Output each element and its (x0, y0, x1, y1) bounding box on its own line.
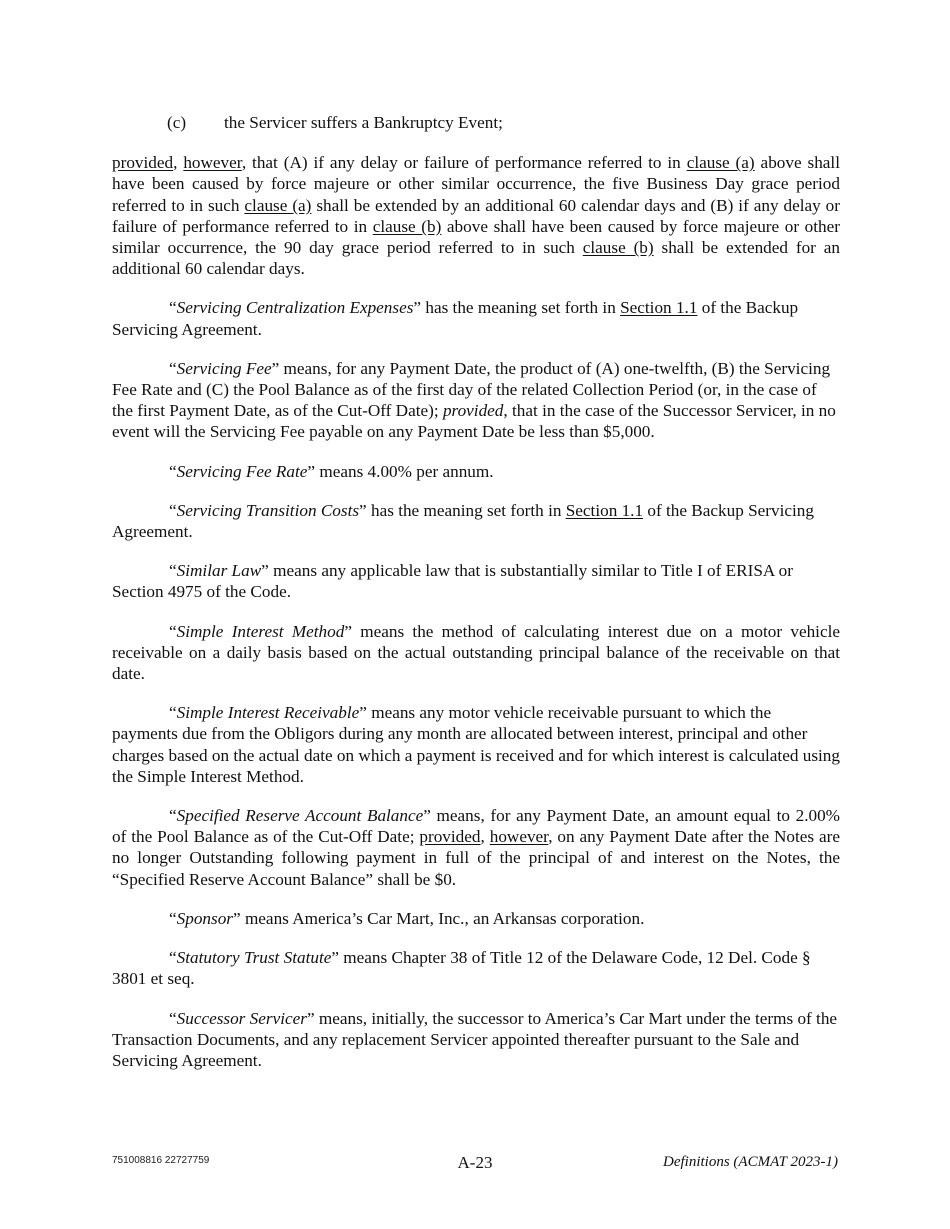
close-quote: ” (261, 561, 269, 581)
defined-term: Simple Interest Method (176, 621, 345, 641)
open-quote: “ (169, 703, 177, 723)
definition-text: , that in the case of the Successor Servicer, in no event will the Servicing Fee payable on any Payment Date be less than $5,000. (112, 401, 836, 442)
open-quote: “ (169, 1008, 177, 1028)
definition-servicing-centralization-expenses (112, 297, 840, 339)
proviso-comma: , (173, 153, 184, 173)
defined-term: Specified Reserve Account Balance (176, 806, 424, 826)
footer-document-title: Definitions (ACMAT 2023-1) (663, 1154, 838, 1170)
clause-a-ref: clause (a) (686, 153, 755, 173)
open-quote: “ (169, 461, 177, 481)
definition-successor-servicer (112, 1008, 840, 1072)
close-quote: ” (233, 908, 241, 928)
clause-a-ref: clause (a) (244, 195, 312, 215)
definition-servicing-fee-rate (112, 461, 840, 482)
clause-b-ref: clause (b) (372, 216, 442, 236)
definition-specified-reserve-account-balance (112, 805, 840, 890)
open-quote: “ (169, 500, 177, 520)
defined-term: Servicing Centralization Expenses (176, 298, 414, 318)
defined-term: Successor Servicer (176, 1008, 307, 1028)
definition-text: has the meaning set forth in (421, 298, 621, 318)
close-quote: ” (331, 948, 339, 968)
definition-sponsor (112, 908, 840, 929)
definition-servicing-transition-costs (112, 500, 840, 542)
definition-text: has the meaning set forth in (366, 500, 566, 520)
close-quote: ” (359, 500, 367, 520)
definition-text: means any motor vehicle receivable pursuant to which the payments due from the Obligors during any month are allocated between interest, principal and other charges based on the actual date on which a payment is received and for which interest is calculated using the Simple Interest Method. (112, 703, 840, 786)
definition-text: means Chapter 38 of Title 12 of the Delaware Code, 12 Del. Code § 3801 et seq. (112, 948, 811, 989)
close-quote: ” (307, 461, 316, 481)
definition-servicing-fee (112, 358, 840, 443)
close-quote: ” (423, 806, 431, 826)
proviso-text-1: , that (A) if any delay or failure of performance referred to in (241, 153, 687, 173)
definition-text: means the method of calculating interest due on a motor vehicle receivable on a daily basis based on the actual outstanding principal balance of the receivable on that date. (112, 621, 840, 684)
defined-term: Servicing Fee Rate (176, 461, 308, 481)
provided-underlined: provided (112, 153, 174, 173)
clause-c-text: the Servicer suffers a Bankruptcy Event; (224, 113, 503, 132)
defined-term: Statutory Trust Statute (176, 948, 332, 968)
definition-similar-law (112, 560, 840, 602)
defined-term: Servicing Fee (176, 358, 272, 378)
definition-text: , on any Payment Date after the Notes are no longer Outstanding following payment in full of the principal of and interest on the Notes, the “Specified Reserve Account Balance” shall be $0. (112, 827, 840, 889)
close-quote: ” (344, 621, 352, 641)
open-quote: “ (169, 948, 177, 968)
close-quote: ” (359, 703, 367, 723)
proviso-paragraph (112, 152, 840, 279)
definition-simple-interest-method (112, 621, 840, 685)
definition-text: means, for any Payment Date, an amount equal to 2.00% of the Pool Balance as of the Cut-Off Date; (112, 806, 841, 847)
definition-text: of the Backup Servicing Agreement. (112, 500, 814, 542)
defined-term: Simple Interest Receivable (176, 703, 360, 723)
proviso-text-3: shall be extended by an additional 60 calendar days and (B) if any delay or failure of performance referred to in (112, 195, 840, 236)
footer-document-id: 751008816 22727759 (112, 1155, 210, 1166)
definition-text: means 4.00% per annum. (315, 461, 494, 481)
section-reference: Section 1.1 (565, 500, 644, 520)
open-quote: “ (169, 298, 177, 318)
definition-text: , (480, 827, 490, 847)
provided-underlined: provided (419, 827, 481, 847)
clause-c (167, 112, 840, 133)
open-quote: “ (169, 806, 177, 826)
footer-page-number: A-23 (457, 1153, 493, 1172)
open-quote: “ (169, 621, 177, 641)
definition-text: means, initially, the successor to America’s Car Mart under the terms of the Transaction Documents, and any replacement Servicer appointed thereafter pursuant to the Sale and Servicing Agreement. (112, 1008, 838, 1070)
open-quote: “ (169, 561, 177, 581)
clause-c-label: (c) (167, 113, 187, 132)
definition-simple-interest-receivable (112, 702, 840, 787)
however-underlined: however (183, 153, 242, 173)
close-quote: ” (413, 298, 422, 318)
definition-statutory-trust-statute (112, 947, 840, 989)
proviso-text-2: above shall have been caused by force majeure or other similar occurrence, the five Business Day grace period referred to in such (112, 153, 840, 215)
definition-text: means America’s Car Mart, Inc., an Arkansas corporation. (240, 908, 645, 928)
section-reference: Section 1.1 (620, 298, 698, 318)
defined-term: Sponsor (176, 908, 233, 928)
definition-text: of the Backup Servicing Agreement. (112, 298, 799, 339)
however-underlined: however (489, 827, 549, 847)
close-quote: ” (306, 1008, 315, 1028)
definition-text: means, for any Payment Date, the product of (A) one-twelfth, (B) the Servicing Fee Rate and (C) the Pool Balance as of the first day of the related Collection Period (or, in the case of the first Payment Date, as of the Cut-Off Date); (112, 358, 831, 421)
open-quote: “ (169, 358, 177, 378)
proviso-text-4: above shall have been caused by force majeure or other similar occurrence, the 90 day grace period referred to in such (112, 216, 840, 258)
provided-italic: provided (442, 401, 504, 421)
close-quote: ” (271, 358, 280, 378)
proviso-text-5: shall be extended for an additional 60 calendar days. (112, 238, 840, 279)
defined-term: Servicing Transition Costs (176, 500, 360, 520)
defined-term: Similar Law (176, 561, 262, 581)
definition-text: means any applicable law that is substantially similar to Title I of ERISA or Section 4975 of the Code. (112, 561, 793, 602)
page-body (112, 112, 840, 1089)
open-quote: “ (169, 908, 177, 928)
clause-b-ref: clause (b) (582, 238, 654, 258)
